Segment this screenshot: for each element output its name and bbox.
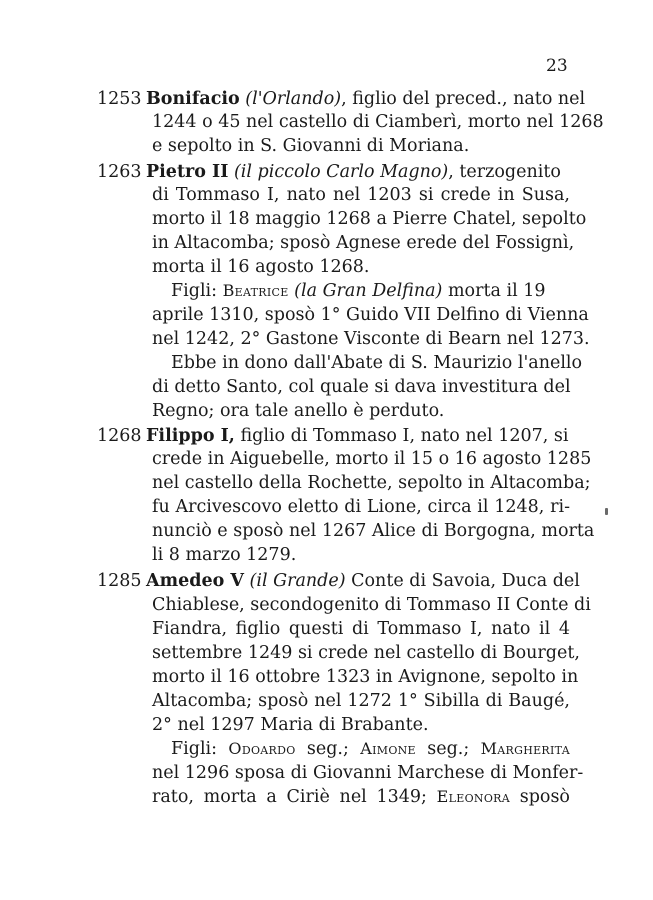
entry-year: 1263 xyxy=(97,162,142,182)
note-line: Ebbe in dono dall'Abate di S. Maurizio l'anello xyxy=(171,353,583,373)
children-line: nel 1296 sposa di Giovanni Marchese di Monfer- xyxy=(152,763,584,783)
entry-line: settembre 1249 si crede nel castello di Bourget, xyxy=(152,643,580,663)
entry-line xyxy=(146,571,580,591)
children-line: nel 1242, 2° Gastone Visconte di Bearn nel 1273. xyxy=(152,329,590,349)
entry-line: 1244 o 45 nel castello di Ciamberì, morto nel 1268 xyxy=(152,112,604,132)
child-name: Aimone xyxy=(360,739,416,758)
entry-line: li 8 marzo 1279. xyxy=(152,545,297,565)
entry-line xyxy=(146,89,586,109)
children-line xyxy=(171,741,570,759)
entry-line: 2° nel 1297 Maria di Brabante. xyxy=(152,715,429,735)
child-name: Beatrice xyxy=(222,281,289,300)
entry-line: crede in Aiguebelle, morto il 15 o 16 agosto 1285 xyxy=(152,449,592,469)
children-text: rato, morta a Ciriè nel 1349; xyxy=(152,787,427,807)
entry-line: Fiandra, figlio questi di Tommaso I, nato il 4 xyxy=(152,619,570,639)
entry-line: nunciò e sposò nel 1267 Alice di Borgogna, morta xyxy=(152,521,595,541)
entry-line: morta il 16 agosto 1268. xyxy=(152,257,370,277)
person-epithet: (il Grande) xyxy=(249,571,346,591)
person-name: Filippo I, xyxy=(146,426,235,446)
entry-text: , terzogenito xyxy=(448,162,561,182)
entry-year: 1268 xyxy=(97,426,142,446)
child-name: Odoardo xyxy=(228,739,296,758)
children-text: seg.; xyxy=(427,739,470,759)
entry-line: Altacomba; sposò nel 1272 1° Sibilla di Baugé, xyxy=(152,691,570,711)
entry-text: Conte di Savoia, Duca del xyxy=(345,571,580,591)
children-label: Figli: xyxy=(171,281,218,301)
person-name: Bonifacio xyxy=(146,89,240,109)
children-line: aprile 1310, sposò 1° Guido VII Delfino di Vienna xyxy=(152,305,589,325)
person-epithet: (il piccolo Carlo Magno) xyxy=(233,162,449,182)
entry-text: figlio di Tommaso I, nato nel 1207, si xyxy=(234,426,569,446)
children-text: sposò xyxy=(519,787,570,807)
children-text: seg.; xyxy=(306,739,349,759)
page-number: 23 xyxy=(546,56,568,76)
entry-line: in Altacomba; sposò Agnese erede del Fossignì, xyxy=(152,233,575,253)
entry-year: 1285 xyxy=(97,571,142,591)
entry-line: nel castello della Rochette, sepolto in Altacomba; xyxy=(152,473,591,493)
note-line: Regno; ora tale anello è perduto. xyxy=(152,401,445,421)
entry-line xyxy=(146,428,570,446)
children-line xyxy=(152,789,570,807)
children-line xyxy=(171,283,570,301)
children-text: morta il 19 xyxy=(442,281,546,301)
entry-line xyxy=(146,164,570,182)
children-label: Figli: xyxy=(171,739,218,759)
person-epithet: (l'Orlando) xyxy=(245,89,342,109)
entry-year: 1253 xyxy=(97,89,142,109)
person-name: Amedeo V xyxy=(146,571,244,591)
entry-text: , figlio del preced., nato nel xyxy=(341,89,586,109)
entry-line: morto il 18 maggio 1268 a Pierre Chatel, sepolto xyxy=(152,209,587,229)
entry-line: morto il 16 ottobre 1323 in Avignone, sepolto in xyxy=(152,667,579,687)
entry-line: Chiablese, secondogenito di Tommaso II Conte di xyxy=(152,595,591,615)
entry-line: di Tommaso I, nato nel 1203 si crede in Susa, xyxy=(152,185,570,205)
child-epithet: (la Gran Delfina) xyxy=(294,281,443,301)
person-name: Pietro II xyxy=(146,162,229,182)
child-name: Eleonora xyxy=(436,787,510,806)
child-name: Margherita xyxy=(480,739,570,758)
entry-line: fu Arcivescovo eletto di Lione, circa il 1248, ri- xyxy=(152,497,570,517)
note-line: di detto Santo, col quale si dava investitura del xyxy=(152,377,571,397)
margin-speck xyxy=(605,508,608,515)
entry-line: e sepolto in S. Giovanni di Moriana. xyxy=(152,136,470,156)
